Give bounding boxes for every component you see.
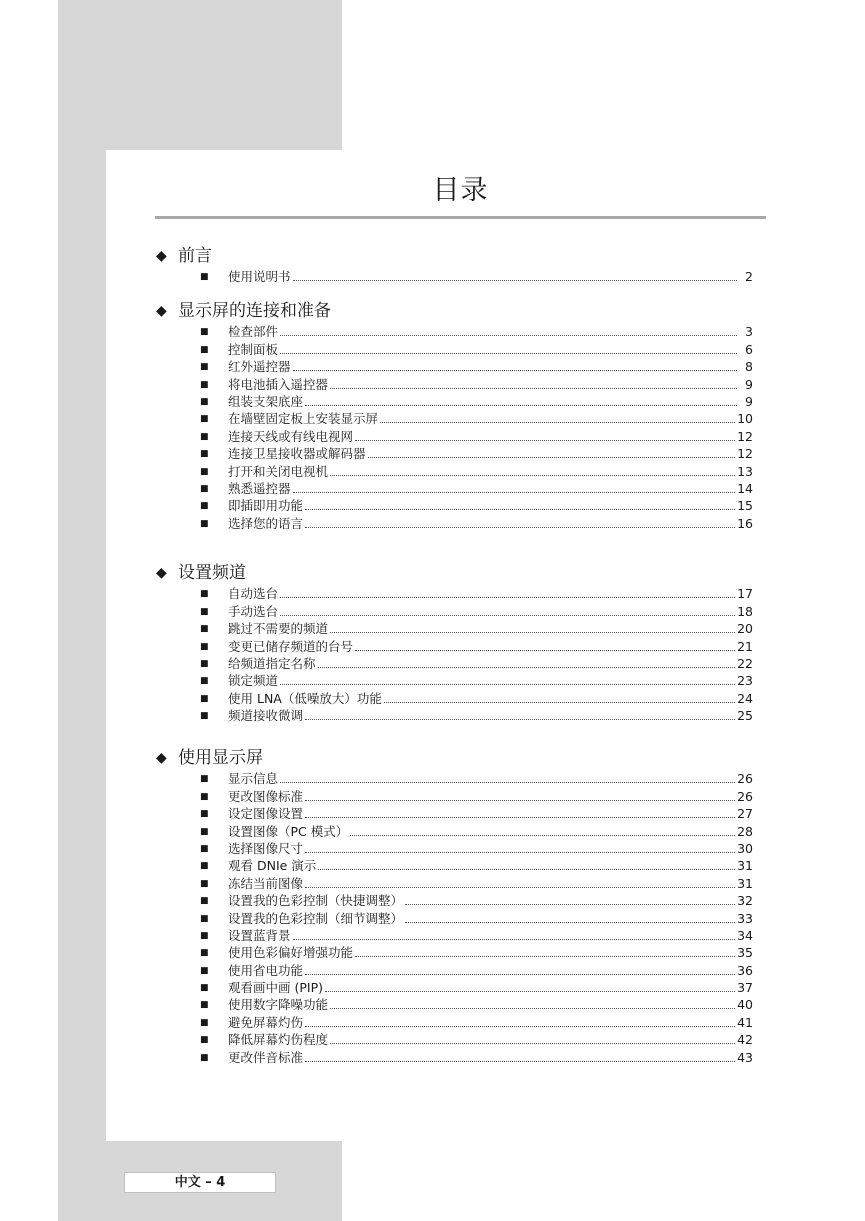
dot-leader [368,456,736,458]
entry-label: 设置我的色彩控制（快捷调整） [228,893,404,909]
toc-entry[interactable] [156,323,753,340]
entry-label: 红外遥控器 [228,359,291,375]
entry-label: 避免屏幕灼伤 [228,1014,304,1030]
entry-label: 给频道指定名称 [228,655,316,671]
toc-entry[interactable] [156,655,753,672]
entry-page-number: 13 [737,463,753,479]
entry-page-number: 23 [737,673,753,689]
entry-page-number: 33 [737,910,753,926]
square-bullet-icon: ■ [200,589,209,600]
dot-leader [305,973,735,975]
square-bullet-icon: ■ [200,896,209,907]
square-bullet-icon: ■ [200,501,209,512]
square-bullet-icon: ■ [200,693,209,704]
square-bullet-icon: ■ [200,431,209,442]
dot-leader [325,990,735,992]
toc-entry[interactable] [156,585,753,602]
dot-leader [330,474,735,476]
diamond-icon: ◆ [156,248,167,264]
entry-page-number: 10 [737,411,753,427]
dot-leader [305,404,737,406]
toc-section [156,301,753,532]
toc-entry[interactable] [156,462,753,479]
square-bullet-icon: ■ [200,344,209,355]
diamond-icon: ◆ [156,565,167,581]
toc-section [156,748,753,1066]
entry-label: 连接卫星接收器或解码器 [228,446,366,462]
entry-label: 锁定频道 [228,673,279,689]
page-number-label: 中文 – 4 [124,1172,276,1193]
entry-page-number: 42 [737,1032,753,1048]
dot-leader [305,508,735,510]
square-bullet-icon: ■ [200,1000,209,1011]
toc-entry[interactable] [156,805,753,822]
entry-list [156,323,753,532]
toc-entry[interactable] [156,393,753,410]
square-bullet-icon: ■ [200,466,209,477]
toc-entry[interactable] [156,497,753,514]
entry-label: 组装支架底座 [228,393,304,409]
dot-leader [305,1025,735,1027]
title-divider [155,216,766,219]
entry-page-number: 2 [745,269,753,285]
page-title: 目录 [432,175,489,206]
entry-label: 选择图像尺寸 [228,840,304,856]
section-heading[interactable] [156,563,753,583]
diamond-icon: ◆ [156,303,167,319]
toc-entry[interactable] [156,927,753,944]
section-title: 显示屏的连接和准备 [178,301,331,321]
toc-entry[interactable] [156,620,753,637]
toc-entry[interactable] [156,689,753,706]
entry-page-number: 26 [737,771,753,787]
toc-entry[interactable] [156,445,753,462]
square-bullet-icon: ■ [200,676,209,687]
dot-leader [293,369,737,371]
toc-entry[interactable] [156,874,753,891]
section-title: 前言 [178,246,212,266]
entry-page-number: 24 [737,690,753,706]
toc-entry[interactable] [156,268,753,285]
square-bullet-icon: ■ [200,913,209,924]
entry-label: 即插即用功能 [228,498,304,514]
square-bullet-icon: ■ [200,449,209,460]
square-bullet-icon: ■ [200,327,209,338]
square-bullet-icon: ■ [200,606,209,617]
entry-page-number: 30 [737,840,753,856]
entry-label: 打开和关闭电视机 [228,463,329,479]
entry-page-number: 22 [737,655,753,671]
square-bullet-icon: ■ [200,658,209,669]
entry-label: 手动选台 [228,603,279,619]
square-bullet-icon: ■ [200,1052,209,1063]
dot-leader [350,834,735,836]
entry-page-number: 37 [737,980,753,996]
toc-entry[interactable] [156,427,753,444]
square-bullet-icon: ■ [200,379,209,390]
toc-entry[interactable] [156,358,753,375]
square-bullet-icon: ■ [200,774,209,785]
entry-page-number: 14 [737,480,753,496]
left-margin-band [58,0,106,1221]
dot-leader [330,631,735,633]
square-bullet-icon: ■ [200,826,209,837]
entry-page-number: 9 [745,376,753,392]
dot-leader [280,781,735,783]
entry-page-number: 8 [745,359,753,375]
square-bullet-icon: ■ [200,483,209,494]
square-bullet-icon: ■ [200,518,209,529]
entry-page-number: 40 [737,997,753,1013]
dot-leader [305,718,735,720]
square-bullet-icon: ■ [200,272,209,283]
dot-leader [293,491,736,493]
toc-entry[interactable] [156,857,753,874]
entry-page-number: 43 [737,1049,753,1065]
entry-label: 设置我的色彩控制（细节调整） [228,910,404,926]
dot-leader [305,1060,735,1062]
dot-leader [355,439,735,441]
entry-page-number: 41 [737,1014,753,1030]
square-bullet-icon: ■ [200,948,209,959]
square-bullet-icon: ■ [200,983,209,994]
dot-leader [305,851,735,853]
entry-label: 使用数字降噪功能 [228,997,329,1013]
entry-label: 设置图像（PC 模式） [228,823,349,839]
entry-label: 设置蓝背景 [228,927,291,943]
entry-page-number: 31 [737,875,753,891]
dot-leader [355,955,735,957]
entry-page-number: 21 [737,638,753,654]
toc-entry[interactable] [156,480,753,497]
entry-page-number: 34 [737,927,753,943]
entry-label: 设定图像设置 [228,806,304,822]
dot-leader [330,387,737,389]
entry-page-number: 25 [737,708,753,724]
dot-leader [330,1042,735,1044]
section-heading[interactable] [156,246,753,266]
dot-leader [293,938,736,940]
toc-entry[interactable] [156,892,753,909]
section-heading[interactable] [156,748,753,768]
dot-leader [405,921,735,923]
entry-label: 使用省电功能 [228,962,304,978]
entry-list [156,585,753,724]
dot-leader [305,886,735,888]
entry-label: 使用色彩偏好增强功能 [228,945,354,961]
section-title: 使用显示屏 [178,748,263,768]
square-bullet-icon: ■ [200,791,209,802]
toc-entry[interactable] [156,1048,753,1065]
entry-label: 连接天线或有线电视网 [228,428,354,444]
entry-label: 显示信息 [228,771,279,787]
square-bullet-icon: ■ [200,396,209,407]
entry-label: 观看 DNIe 演示 [228,858,317,874]
entry-page-number: 35 [737,945,753,961]
entry-list [156,770,753,1066]
diamond-icon: ◆ [156,750,167,766]
toc-entry[interactable] [156,514,753,531]
entry-label: 选择您的语言 [228,515,304,531]
dot-leader [405,903,735,905]
entry-label: 冻结当前图像 [228,875,304,891]
entry-page-number: 27 [737,806,753,822]
square-bullet-icon: ■ [200,843,209,854]
square-bullet-icon: ■ [200,624,209,635]
entry-page-number: 36 [737,962,753,978]
entry-page-number: 15 [737,498,753,514]
toc-entry[interactable] [156,1013,753,1030]
entry-label: 更改图像标准 [228,788,304,804]
toc-section [156,563,753,724]
entry-page-number: 28 [737,823,753,839]
dot-leader [280,352,737,354]
square-bullet-icon: ■ [200,965,209,976]
toc-entry[interactable] [156,996,753,1013]
entry-page-number: 26 [737,788,753,804]
square-bullet-icon: ■ [200,711,209,722]
entry-label: 使用说明书 [228,269,291,285]
toc-entry[interactable] [156,840,753,857]
toc-entry[interactable] [156,787,753,804]
toc-entry[interactable] [156,707,753,724]
square-bullet-icon: ■ [200,414,209,425]
entry-label: 更改伴音标准 [228,1049,304,1065]
top-margin-block [58,0,342,150]
toc-entry[interactable] [156,944,753,961]
dot-leader [280,596,735,598]
outer-margin [0,0,58,1221]
entry-label: 将电池插入遥控器 [228,376,329,392]
entry-label: 观看画中画 (PIP) [228,980,323,996]
entry-page-number: 32 [737,893,753,909]
dot-leader [384,701,735,703]
square-bullet-icon: ■ [200,809,209,820]
dot-leader [280,614,735,616]
dot-leader [305,816,735,818]
dot-leader [330,1007,735,1009]
entry-page-number: 9 [745,393,753,409]
dot-leader [305,799,735,801]
square-bullet-icon: ■ [200,1035,209,1046]
toc-entry[interactable] [156,340,753,357]
toc-entry[interactable] [156,637,753,654]
entry-page-number: 3 [745,324,753,340]
entry-page-number: 16 [737,515,753,531]
dot-leader [293,279,737,281]
dot-leader [355,649,735,651]
toc-entry[interactable] [156,602,753,619]
dot-leader [318,868,735,870]
entry-label: 在墙壁固定板上安装显示屏 [228,411,379,427]
square-bullet-icon: ■ [200,1017,209,1028]
toc-entry[interactable] [156,822,753,839]
dot-leader [280,683,735,685]
square-bullet-icon: ■ [200,641,209,652]
entry-label: 跳过不需要的频道 [228,621,329,637]
entry-label: 自动选台 [228,586,279,602]
entry-label: 熟悉遥控器 [228,480,291,496]
entry-label: 变更已储存频道的台号 [228,638,354,654]
toc-entry[interactable] [156,672,753,689]
entry-page-number: 31 [737,858,753,874]
entry-page-number: 20 [737,621,753,637]
toc-section [156,246,753,285]
section-title: 设置频道 [178,563,246,583]
entry-label: 降低屏幕灼伤程度 [228,1032,329,1048]
entry-page-number: 12 [737,446,753,462]
toc-entry[interactable] [156,961,753,978]
entry-label: 检查部件 [228,324,279,340]
toc-entry[interactable] [156,909,753,926]
entry-label: 频道接收微调 [228,708,304,724]
entry-page-number: 18 [737,603,753,619]
dot-leader [280,334,737,336]
toc-entry[interactable] [156,410,753,427]
entry-page-number: 17 [737,586,753,602]
toc-entry[interactable] [156,770,753,787]
toc-entry[interactable] [156,979,753,996]
square-bullet-icon: ■ [200,878,209,889]
section-heading[interactable] [156,301,753,321]
toc-entry[interactable] [156,375,753,392]
dot-leader [305,526,735,528]
toc-entry[interactable] [156,1031,753,1048]
dot-leader [318,666,736,668]
dot-leader [380,421,735,423]
square-bullet-icon: ■ [200,930,209,941]
entry-label: 控制面板 [228,341,279,357]
square-bullet-icon: ■ [200,362,209,373]
square-bullet-icon: ■ [200,861,209,872]
entry-list [156,268,753,285]
entry-page-number: 6 [745,341,753,357]
entry-page-number: 12 [737,428,753,444]
entry-label: 使用 LNA（低噪放大）功能 [228,690,382,706]
